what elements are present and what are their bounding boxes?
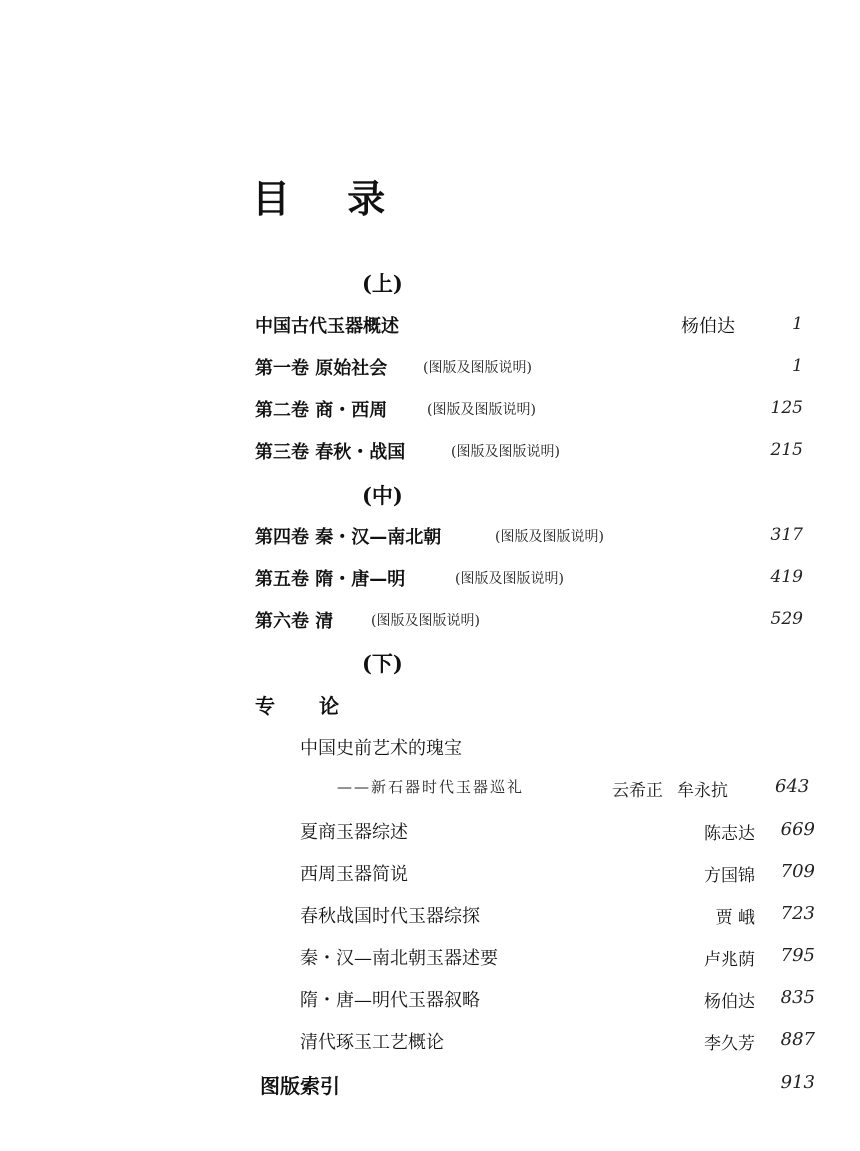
article-author: 方国锦 xyxy=(704,866,755,886)
article-title: 西周玉器简说 xyxy=(300,864,408,885)
plate-index-label: 图版索引 xyxy=(260,1074,340,1098)
article-entry xyxy=(300,1028,815,1058)
article-author: 卢兆荫 xyxy=(704,950,755,970)
toc-entry xyxy=(255,354,815,384)
plate-index-page: 913 xyxy=(780,1072,815,1093)
entry-label: 第三卷 春秋・战国 xyxy=(255,442,406,463)
article-entry xyxy=(300,986,815,1016)
article-title: 夏商玉器综述 xyxy=(300,822,408,843)
article-entry xyxy=(300,818,815,848)
article-entry xyxy=(300,902,815,932)
page-title: 目 录 xyxy=(252,177,408,221)
article-title: 清代琢玉工艺概论 xyxy=(300,1032,444,1053)
article-page: 795 xyxy=(780,945,815,966)
entry-page: 125 xyxy=(770,398,803,418)
article-page: 887 xyxy=(780,1029,815,1050)
article-page: 709 xyxy=(780,861,815,882)
article-author: 云希正 xyxy=(612,781,663,801)
entry-label: 第五卷 隋・唐—明 xyxy=(255,569,406,590)
entry-page: 1 xyxy=(792,356,803,376)
entry-page: 215 xyxy=(770,440,803,460)
article-page: 723 xyxy=(780,903,815,924)
entry-page: 529 xyxy=(770,609,803,629)
article-entry xyxy=(300,860,815,890)
article-subtitle: ——新石器时代玉器巡礼 xyxy=(337,778,525,796)
toc-entry xyxy=(255,396,815,426)
entry-subtitle: (图版及图版说明) xyxy=(371,613,480,629)
article-entry xyxy=(300,944,815,974)
article-title: 隋・唐—明代玉器叙略 xyxy=(300,990,480,1011)
special-topics-heading: 专论 xyxy=(255,694,383,718)
entry-author: 杨伯达 xyxy=(681,316,735,337)
toc-entry xyxy=(255,312,815,342)
article-author: 陈志达 xyxy=(704,824,755,844)
section-lower-heading: (下) xyxy=(362,651,403,676)
entry-subtitle: (图版及图版说明) xyxy=(427,402,536,418)
entry-label: 第一卷 原始社会 xyxy=(255,358,388,379)
article-page: 835 xyxy=(780,987,815,1008)
article-author: 牟永抗 xyxy=(677,781,728,801)
article-author: 李久芳 xyxy=(704,1034,755,1054)
entry-subtitle: (图版及图版说明) xyxy=(495,529,604,545)
entry-subtitle: (图版及图版说明) xyxy=(423,360,532,376)
entry-label: 第四卷 秦・汉—南北朝 xyxy=(255,527,442,548)
toc-entry xyxy=(255,607,815,637)
article-page: 669 xyxy=(780,819,815,840)
article-title: 春秋战国时代玉器综探 xyxy=(300,906,480,927)
toc-entry xyxy=(255,523,815,553)
section-middle-heading: (中) xyxy=(362,483,403,508)
entry-subtitle: (图版及图版说明) xyxy=(455,571,564,587)
entry-page: 419 xyxy=(770,567,803,587)
entry-label: 中国古代玉器概述 xyxy=(255,316,399,337)
entry-subtitle: (图版及图版说明) xyxy=(451,444,560,460)
article-entry xyxy=(300,734,815,764)
section-upper-heading: (上) xyxy=(362,271,403,296)
article-page: 643 xyxy=(775,776,810,797)
toc-entry xyxy=(255,438,815,468)
article-author: 杨伯达 xyxy=(704,992,755,1012)
entry-label: 第六卷 清 xyxy=(255,611,334,632)
entry-page: 317 xyxy=(770,525,803,545)
toc-entry xyxy=(255,565,815,595)
article-coauthors xyxy=(612,776,728,801)
article-author: 贾 峨 xyxy=(715,908,755,928)
article-title: 中国史前艺术的瑰宝 xyxy=(300,738,462,759)
article-title: 秦・汉—南北朝玉器述要 xyxy=(300,948,498,969)
plate-index-entry xyxy=(260,1070,815,1100)
entry-page: 1 xyxy=(792,314,803,334)
entry-label: 第二卷 商・西周 xyxy=(255,400,388,421)
